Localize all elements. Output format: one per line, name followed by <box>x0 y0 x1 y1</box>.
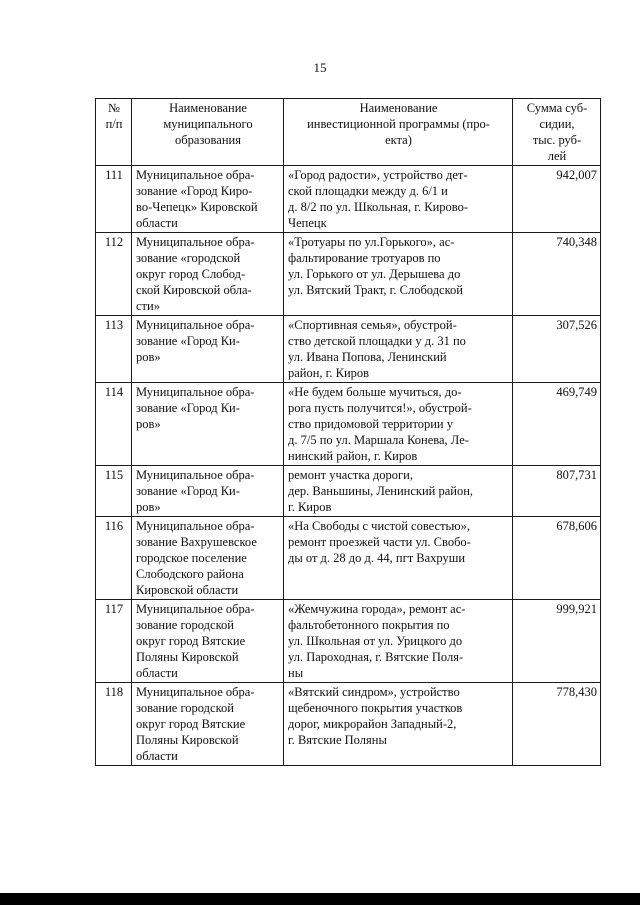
row-number: 115 <box>96 466 132 517</box>
table-row <box>96 233 601 316</box>
subsidy-sum-cell: 807,731 <box>513 466 601 517</box>
municipality-cell: Муниципальное обра- зование «Город Ки- ров» <box>132 316 284 383</box>
subsidy-sum-cell: 778,430 <box>513 683 601 766</box>
subsidy-table <box>95 98 601 766</box>
row-number: 113 <box>96 316 132 383</box>
program-cell: «Спортивная семья», обустрой- ство детской площадки у д. 31 по ул. Ивана Попова, Ленинский район, г. Киров <box>284 316 513 383</box>
page-number: 15 <box>313 60 327 75</box>
subsidy-sum-cell: 740,348 <box>513 233 601 316</box>
header-sum-label: Сумма суб- сидии, тыс. руб- лей <box>526 101 588 163</box>
row-number: 114 <box>96 383 132 466</box>
program-cell: «Тротуары по ул.Горького», ас- фальтирование тротуаров по ул. Горького от ул. Дерышева до ул. Вятский Тракт, г. Слободской <box>284 233 513 316</box>
municipality-cell: Муниципальное обра- зование Вахрушевское городское поселение Слободского района Кировской области <box>132 517 284 600</box>
header-municipality <box>132 99 284 166</box>
subsidy-sum-cell: 678,606 <box>513 517 601 600</box>
subsidy-sum-cell: 307,526 <box>513 316 601 383</box>
row-number: 111 <box>96 166 132 233</box>
header-municipality-label: Наименование муниципального образования <box>163 101 253 147</box>
table-row <box>96 383 601 466</box>
row-number: 112 <box>96 233 132 316</box>
municipality-cell: Муниципальное обра- зование «городской округ город Слобод- ской Кировской обла- сти» <box>132 233 284 316</box>
row-number: 116 <box>96 517 132 600</box>
program-cell: «Жемчужина города», ремонт ас- фальтобетонного покрытия по ул. Школьная от ул. Урицкого до ул. Пароходная, г. Вятские Поля- ны <box>284 600 513 683</box>
header-number-label: № п/п <box>105 101 123 131</box>
table-row <box>96 166 601 233</box>
municipality-cell: Муниципальное обра- зование городской округ город Вятские Поляны Кировской области <box>132 683 284 766</box>
subsidy-sum-cell: 469,749 <box>513 383 601 466</box>
municipality-cell: Муниципальное обра- зование «Город Ки- ров» <box>132 466 284 517</box>
table-row <box>96 600 601 683</box>
program-cell: «Вятский синдром», устройство щебеночного покрытия участков дорог, микрорайон Западный-2, г. Вятские Поляны <box>284 683 513 766</box>
program-cell: «Не будем больше мучиться, до- рога пусть получится!», обустрой- ство придомовой территории у д. 7/5 по ул. Маршала Конева, Ле- нинский район, г. Киров <box>284 383 513 466</box>
header-number <box>96 99 132 166</box>
header-program <box>284 99 513 166</box>
header-sum <box>513 99 601 166</box>
row-number: 117 <box>96 600 132 683</box>
subsidy-sum-cell: 999,921 <box>513 600 601 683</box>
table-row <box>96 517 601 600</box>
program-cell: «Город радости», устройство дет- ской площадки между д. 6/1 и д. 8/2 по ул. Школьная, г. Кирово- Чепецк <box>284 166 513 233</box>
municipality-cell: Муниципальное обра- зование «Город Ки- ров» <box>132 383 284 466</box>
municipality-cell: Муниципальное обра- зование городской округ город Вятские Поляны Кировской области <box>132 600 284 683</box>
table-row <box>96 683 601 766</box>
municipality-cell: Муниципальное обра- зование «Город Киро- во-Чепецк» Кировской области <box>132 166 284 233</box>
table-row <box>96 316 601 383</box>
table-header-row <box>96 99 601 166</box>
row-number: 118 <box>96 683 132 766</box>
subsidy-sum-cell: 942,007 <box>513 166 601 233</box>
scan-bottom-edge <box>0 893 640 905</box>
table-row <box>96 466 601 517</box>
program-cell: «На Свободы с чистой совестью», ремонт проезжей части ул. Свобо- ды от д. 28 до д. 44, пгт Вахруши <box>284 517 513 600</box>
header-program-label: Наименование инвестиционной программы (про- екта) <box>307 101 490 147</box>
program-cell: ремонт участка дороги, дер. Ваньшины, Ленинский район, г. Киров <box>284 466 513 517</box>
